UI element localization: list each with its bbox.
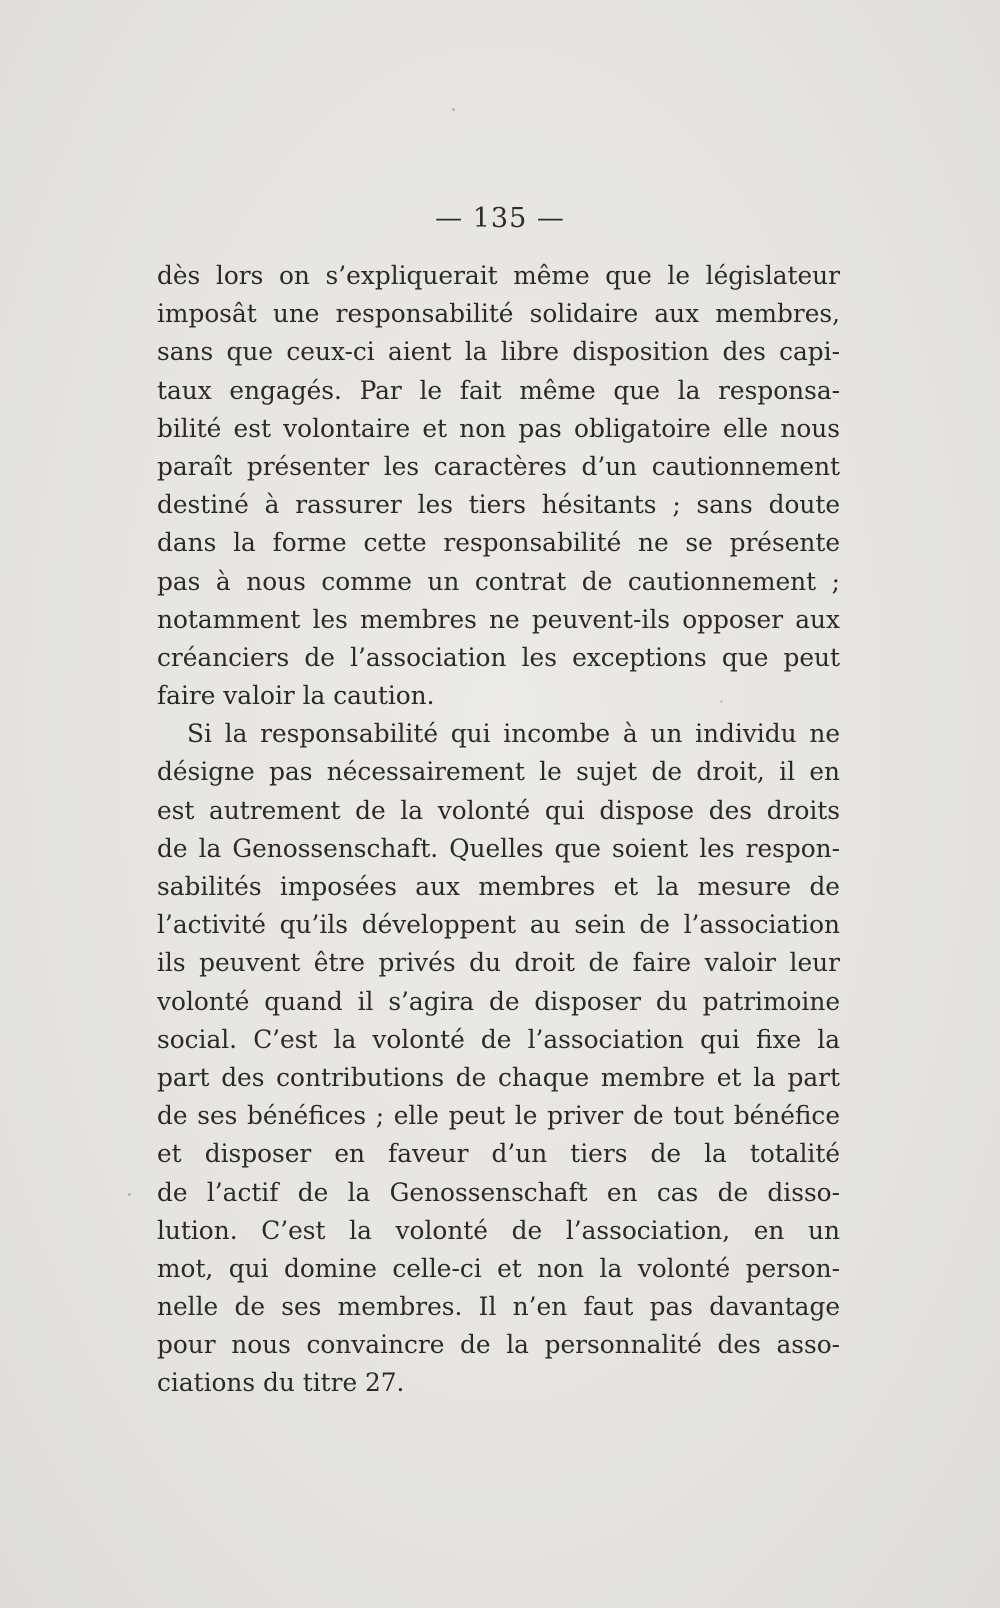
- text-line: nelle de ses membres. Il n’en faut pas davantage: [157, 1292, 840, 1322]
- paragraph-end-line: faire valoir la caution.: [157, 681, 435, 711]
- paper-speck: [452, 108, 455, 111]
- text-line: désigne pas nécessairement le sujet de droit, il en: [157, 757, 840, 787]
- text-line: l’activité qu’ils développent au sein de l’association: [157, 910, 840, 940]
- text-line: volonté quand il s’agira de disposer du patrimoine: [157, 986, 840, 1016]
- text-line: ils peuvent être privés du droit de faire valoir leur: [157, 948, 840, 978]
- paragraph-start-line: Si la responsabilité qui incombe à un individu ne: [187, 719, 840, 749]
- text-line: part des contributions de chaque membre et la part: [157, 1062, 840, 1092]
- paragraph-end-line: ciations du titre 27.: [157, 1368, 405, 1398]
- text-line: lution. C’est la volonté de l’association, en un: [157, 1215, 840, 1245]
- text-line: destiné à rassurer les tiers hésitants ; sans doute: [157, 490, 840, 520]
- text-line: imposât une responsabilité solidaire aux membres,: [157, 299, 840, 329]
- text-line: social. C’est la volonté de l’association qui fixe la: [157, 1024, 840, 1054]
- text-line: paraît présenter les caractères d’un cautionnement: [157, 451, 840, 481]
- paper-speck: [128, 1193, 131, 1196]
- text-line: créanciers de l’association les exceptions que peut: [157, 642, 840, 672]
- text-line: dans la forme cette responsabilité ne se présente: [157, 528, 840, 558]
- text-line: bilité est volontaire et non pas obligatoire elle nous: [157, 413, 840, 443]
- text-line: sabilités imposées aux membres et la mesure de: [157, 872, 840, 901]
- text-line: sans que ceux-ci aient la libre disposition des capi-: [157, 337, 840, 367]
- text-line: pas à nous comme un contrat de cautionnement ;: [157, 566, 840, 596]
- text-line: taux engagés. Par le fait même que la responsa-: [157, 375, 840, 405]
- text-line: de la Genossenschaft. Quelles que soient les respon-: [157, 833, 840, 863]
- text-line: est autrement de la volonté qui dispose des droits: [157, 795, 840, 825]
- text-line: mot, qui domine celle-ci et non la volonté person-: [157, 1253, 840, 1283]
- text-line: de ses bénéfices ; elle peut le priver de tout bénéfice: [157, 1101, 840, 1131]
- paper-speck: [720, 700, 723, 703]
- text-line: notamment les membres ne peuvent-ils opposer aux: [157, 604, 840, 634]
- text-line: dès lors on s’expliquerait même que le législateur: [157, 261, 840, 290]
- text-line: et disposer en faveur d’un tiers de la totalité: [157, 1139, 840, 1169]
- body-text: [157, 257, 840, 1403]
- text-line: pour nous convaincre de la personnalité des asso-: [157, 1330, 840, 1360]
- page-number: — 135 —: [435, 203, 565, 234]
- text-line: de l’actif de la Genossenschaft en cas de disso-: [157, 1177, 840, 1207]
